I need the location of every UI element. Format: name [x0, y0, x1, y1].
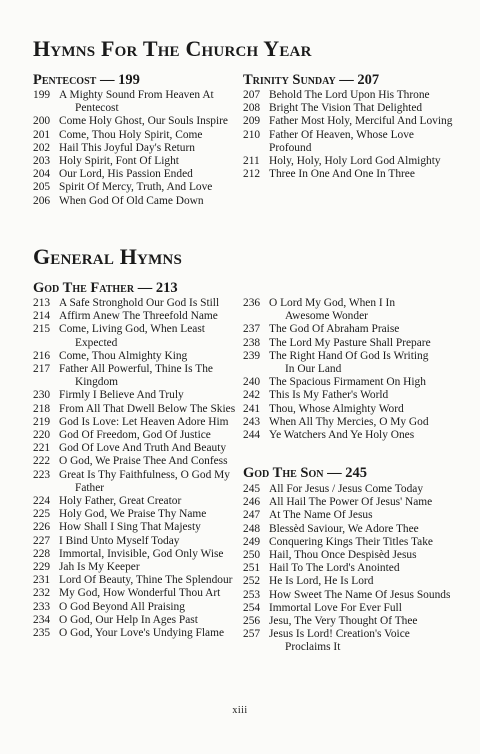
hymn-title — [59, 389, 238, 402]
hymn-entry — [33, 89, 238, 115]
hymn-title-line: Holy Spirit, Font Of Light — [59, 155, 179, 168]
hymn-number: 240 — [243, 376, 261, 389]
hymn-number: 241 — [243, 402, 261, 415]
hymn-title-line: Jesus Is Lord! Creation's Voice — [269, 628, 410, 641]
hymn-title — [59, 350, 238, 363]
hymn-number: 247 — [243, 509, 261, 522]
hymn-entry — [243, 628, 458, 654]
hymn-number: 244 — [243, 429, 261, 442]
hymn-number: 237 — [243, 323, 261, 336]
god-the-son-heading: God The Son — 245 — [243, 465, 367, 481]
hymn-title — [59, 403, 238, 416]
hymn-title-line: At The Name Of Jesus — [269, 509, 373, 522]
hymn-title-line: Come, Thou Holy Spirit, Come — [59, 128, 203, 141]
hymn-entry — [33, 195, 238, 208]
hymn-entry — [243, 129, 458, 155]
hymn-title-line: How Shall I Sing That Majesty — [59, 521, 201, 534]
hymn-entry — [33, 310, 238, 323]
hymn-entry — [243, 615, 458, 628]
hymn-title — [269, 429, 458, 442]
hymn-number: 220 — [33, 429, 51, 442]
hymn-title-line: Father Most Holy, Merciful And Loving — [269, 115, 453, 128]
hymn-number: 221 — [33, 442, 51, 455]
hymn-title — [269, 628, 458, 654]
hymn-entry — [33, 142, 238, 155]
hymn-number: 232 — [33, 587, 51, 600]
hymn-title-line: Conquering Kings Their Titles Take — [269, 535, 433, 548]
hymn-title-line: Spirit Of Mercy, Truth, And Love — [59, 181, 213, 194]
hymn-entry — [33, 627, 238, 640]
hymn-number: 199 — [33, 89, 51, 101]
hymn-entry — [33, 350, 238, 363]
hymn-title-line: Come, Thou Almighty King — [59, 349, 188, 362]
hymn-title — [269, 403, 458, 416]
hymn-entry — [243, 89, 458, 102]
hymn-title-line: My God, How Wonderful Thou Art — [59, 587, 221, 600]
hymn-number: 227 — [33, 534, 51, 547]
hymn-title-line: O God Beyond All Praising — [59, 600, 185, 613]
hymn-title — [59, 195, 238, 208]
hymn-entry — [243, 562, 458, 575]
hymn-entry — [33, 403, 238, 416]
hymn-title-line: He Is Lord, He Is Lord — [269, 575, 374, 588]
hymn-entry — [243, 102, 458, 115]
hymn-title-line: Firmly I Believe And Truly — [59, 389, 184, 402]
hymn-number: 212 — [243, 168, 261, 181]
hymn-number: 248 — [243, 522, 261, 535]
hymn-number: 253 — [243, 588, 261, 601]
hymn-title-line: The God Of Abraham Praise — [269, 323, 400, 336]
page-number: xiii — [232, 705, 248, 716]
hymn-title-line: Immortal, Invisible, God Only Wise — [59, 547, 224, 560]
hymn-entry — [243, 115, 458, 128]
hymn-title — [269, 337, 458, 350]
hymn-number: 215 — [33, 323, 51, 336]
hymn-entry — [243, 323, 458, 336]
hymn-title — [59, 521, 238, 534]
hymn-title-line: This Is My Father's World — [269, 389, 389, 402]
hymn-number: 219 — [33, 415, 51, 428]
hymn-title — [59, 363, 238, 389]
hymn-title — [269, 562, 458, 575]
hymn-entry — [33, 416, 238, 429]
hymn-title-line: Come, Living God, When Least — [59, 323, 205, 336]
hymn-title — [59, 429, 238, 442]
hymn-entry — [243, 297, 458, 323]
hymn-title-line: Ye Watchers And Ye Holy Ones — [269, 429, 415, 442]
hymn-entry — [33, 535, 238, 548]
hymn-entry — [33, 389, 238, 402]
hymn-title-line: Jah Is My Keeper — [59, 561, 140, 574]
hymn-number: 245 — [243, 483, 261, 495]
hymn-title — [269, 615, 458, 628]
hymn-entry — [33, 323, 238, 349]
hymn-title — [59, 181, 238, 194]
hymn-title — [269, 589, 458, 602]
hymn-number: 246 — [243, 496, 261, 509]
hymn-title — [59, 601, 238, 614]
hymn-number: 233 — [33, 600, 51, 613]
hymn-entry — [243, 429, 458, 442]
hymn-title — [59, 535, 238, 548]
hymn-title — [59, 574, 238, 587]
hymn-title — [269, 115, 458, 128]
church-year-heading: Hymns For The Church Year — [33, 36, 312, 61]
hymn-number: 224 — [33, 495, 51, 508]
hymn-title-continuation: Awesome Wonder — [285, 310, 368, 323]
god-the-father-heading: God The Father — 213 — [33, 280, 178, 296]
hymn-title — [269, 297, 458, 323]
hymn-number: 225 — [33, 508, 51, 521]
hymn-entry — [243, 496, 458, 509]
hymn-number: 243 — [243, 415, 261, 428]
hymn-entry — [33, 508, 238, 521]
hymn-number: 252 — [243, 575, 261, 588]
hymn-entry — [243, 602, 458, 615]
hymn-number: 228 — [33, 547, 51, 560]
hymn-title — [59, 115, 238, 128]
hymn-number: 214 — [33, 310, 51, 323]
hymn-title — [269, 509, 458, 522]
trinity-sunday-heading: Trinity Sunday — 207 — [243, 72, 380, 88]
hymn-title-line: All Hail The Power Of Jesus' Name — [269, 496, 433, 509]
hymn-title — [269, 389, 458, 402]
hymn-title-line: Come Holy Ghost, Our Souls Inspire — [59, 115, 228, 128]
hymn-entry — [33, 455, 238, 468]
hymn-title — [59, 587, 238, 600]
hymn-number: 239 — [243, 349, 261, 362]
hymn-title-line: When All Thy Mercies, O My God — [269, 415, 429, 428]
hymn-title-line: God Is Love: Let Heaven Adore Him — [59, 415, 229, 428]
hymn-title-line: Hail This Joyful Day's Return — [59, 141, 195, 154]
hymn-title-line: The Lord My Pasture Shall Prepare — [269, 336, 431, 349]
hymn-title — [269, 549, 458, 562]
hymn-title — [59, 89, 238, 115]
hymn-title-line: Holy God, We Praise Thy Name — [59, 508, 207, 521]
hymn-number: 235 — [33, 627, 51, 640]
hymn-title — [269, 483, 458, 496]
hymn-number: 200 — [33, 115, 51, 128]
hymn-number: 231 — [33, 574, 51, 587]
hymn-entry — [243, 403, 458, 416]
hymn-title — [269, 523, 458, 536]
hymn-title-line: When God Of Old Came Down — [59, 194, 204, 207]
hymn-entry — [243, 350, 458, 376]
hymn-number: 217 — [33, 363, 51, 376]
general-hymns-heading: General Hymns — [33, 244, 183, 269]
hymn-title-continuation: Proclaims It — [285, 641, 341, 654]
hymn-title-line: God Of Love And Truth And Beauty — [59, 442, 227, 455]
hymn-title — [59, 416, 238, 429]
hymn-entry — [33, 587, 238, 600]
hymn-title-line: The Spacious Firmament On High — [269, 376, 426, 389]
hymn-title-line: Affirm Anew The Threefold Name — [59, 310, 218, 323]
hymn-title — [59, 561, 238, 574]
hymn-number: 230 — [33, 389, 51, 402]
hymn-number: 206 — [33, 194, 51, 207]
hymn-entry — [243, 523, 458, 536]
hymn-entry — [33, 115, 238, 128]
hymn-number: 218 — [33, 402, 51, 415]
hymn-title — [59, 442, 238, 455]
hymn-entry — [243, 549, 458, 562]
hymn-title — [269, 575, 458, 588]
hymn-title-line: Lord Of Beauty, Thine The Splendour — [59, 574, 233, 587]
hymn-title — [269, 350, 458, 376]
hymn-number: 251 — [243, 562, 261, 575]
hymn-entry — [33, 574, 238, 587]
hymn-number: 207 — [243, 89, 261, 101]
hymn-title-line: Blessèd Saviour, We Adore Thee — [269, 522, 419, 535]
hymn-entry — [243, 589, 458, 602]
hymn-entry — [33, 429, 238, 442]
hymn-number: 216 — [33, 349, 51, 362]
hymn-title-line: Hail, Thou Once Despisèd Jesus — [269, 549, 417, 562]
hymn-title-line: O Lord My God, When I In — [269, 297, 396, 309]
hymn-title-line: I Bind Unto Myself Today — [59, 534, 180, 547]
hymn-title-line: Three In One And One In Three — [269, 168, 415, 181]
hymn-title — [59, 142, 238, 155]
hymn-entry — [243, 389, 458, 402]
hymn-number: 223 — [33, 468, 51, 481]
trinity-hymn-list — [243, 89, 458, 181]
hymn-number: 238 — [243, 336, 261, 349]
hymn-title-line: Holy Father, Great Creator — [59, 495, 182, 508]
hymn-number: 249 — [243, 535, 261, 548]
pentecost-hymn-list — [33, 89, 238, 208]
hymn-title — [269, 416, 458, 429]
hymn-number: 201 — [33, 128, 51, 141]
hymn-title — [59, 129, 238, 142]
hymn-entry — [33, 442, 238, 455]
hymn-title-line: Thou, Whose Almighty Word — [269, 402, 404, 415]
hymn-number: 234 — [33, 613, 51, 626]
hymn-title — [59, 297, 238, 310]
hymn-title-line: A Safe Stronghold Our God Is Still — [59, 297, 220, 309]
hymn-number: 250 — [243, 549, 261, 562]
hymn-title — [269, 323, 458, 336]
hymn-number: 242 — [243, 389, 261, 402]
hymn-title-continuation: In Our Land — [285, 363, 342, 376]
hymn-title — [59, 310, 238, 323]
hymn-entry — [243, 168, 458, 181]
hymn-title — [269, 496, 458, 509]
hymn-title — [59, 548, 238, 561]
hymn-entry — [33, 614, 238, 627]
hymn-title-continuation: Father — [75, 481, 105, 494]
hymn-number: 226 — [33, 521, 51, 534]
hymn-title — [59, 155, 238, 168]
hymn-entry — [33, 521, 238, 534]
hymn-title — [269, 376, 458, 389]
hymn-title-line: Behold The Lord Upon His Throne — [269, 89, 430, 101]
hymn-entry — [243, 155, 458, 168]
hymn-title — [59, 469, 238, 495]
hymn-title-line: O God, Your Love's Undying Flame — [59, 627, 225, 640]
hymn-title — [59, 495, 238, 508]
hymn-title-line: Father Of Heaven, Whose Love Profound — [269, 128, 414, 154]
hymn-entry — [33, 129, 238, 142]
hymn-number: 204 — [33, 168, 51, 181]
hymn-number: 208 — [243, 102, 261, 115]
hymn-number: 257 — [243, 628, 261, 641]
hymn-number: 203 — [33, 155, 51, 168]
hymn-title-continuation: Expected — [75, 336, 118, 349]
hymn-title — [269, 536, 458, 549]
god-the-father-hymn-list-continued — [243, 297, 458, 442]
hymn-entry — [33, 363, 238, 389]
hymn-title — [269, 129, 458, 155]
hymn-title-continuation: Kingdom — [75, 376, 119, 389]
hymn-title — [269, 155, 458, 168]
hymn-entry — [243, 337, 458, 350]
hymn-entry — [33, 181, 238, 194]
hymn-entry — [243, 509, 458, 522]
hymn-number: 256 — [243, 615, 261, 628]
hymn-title-line: Immortal Love For Ever Full — [269, 601, 402, 614]
hymn-title — [59, 455, 238, 468]
hymn-title-line: God Of Freedom, God Of Justice — [59, 429, 211, 442]
hymn-title-line: O God, Our Help In Ages Past — [59, 613, 198, 626]
hymn-entry — [243, 483, 458, 496]
hymn-number: 229 — [33, 561, 51, 574]
hymn-entry — [243, 376, 458, 389]
hymn-number: 202 — [33, 141, 51, 154]
hymn-entry — [33, 469, 238, 495]
hymn-number: 209 — [243, 115, 261, 128]
hymn-entry — [33, 601, 238, 614]
hymn-entry — [33, 495, 238, 508]
hymn-title — [59, 323, 238, 349]
hymn-entry — [243, 536, 458, 549]
hymn-number: 254 — [243, 601, 261, 614]
god-the-son-hymn-list — [243, 483, 458, 655]
hymn-number: 222 — [33, 455, 51, 468]
hymn-title — [59, 627, 238, 640]
hymn-title-line: Our Lord, His Passion Ended — [59, 168, 193, 181]
hymn-entry — [243, 575, 458, 588]
hymn-title — [59, 168, 238, 181]
hymn-title-line: Great Is Thy Faithfulness, O God My — [59, 468, 230, 481]
hymn-entry — [33, 561, 238, 574]
hymn-entry — [33, 297, 238, 310]
hymn-title-continuation: Pentecost — [75, 102, 119, 115]
hymn-title-line: A Mighty Sound From Heaven At — [59, 89, 214, 101]
hymn-title-line: O God, We Praise Thee And Confess — [59, 455, 228, 468]
hymn-entry — [243, 416, 458, 429]
hymn-number: 213 — [33, 297, 51, 309]
hymn-number: 211 — [243, 155, 260, 168]
hymn-title-line: Father All Powerful, Thine Is The — [59, 363, 213, 376]
hymn-title-line: Hail To The Lord's Anointed — [269, 562, 400, 575]
hymn-entry — [33, 155, 238, 168]
hymn-title-line: The Right Hand Of God Is Writing — [269, 349, 429, 362]
hymn-title-line: Bright The Vision That Delighted — [269, 102, 423, 115]
pentecost-heading: Pentecost — 199 — [33, 72, 140, 88]
god-the-father-hymn-list — [33, 297, 238, 640]
hymn-title — [269, 89, 458, 102]
hymn-title — [269, 602, 458, 615]
hymn-title-line: Jesu, The Very Thought Of Thee — [269, 615, 418, 628]
hymn-entry — [33, 168, 238, 181]
hymn-title — [269, 168, 458, 181]
hymn-number: 236 — [243, 297, 261, 309]
hymn-title — [59, 614, 238, 627]
hymn-entry — [33, 548, 238, 561]
hymn-title-line: All For Jesus / Jesus Come Today — [269, 483, 424, 495]
hymn-title-line: From All That Dwell Below The Skies — [59, 402, 236, 415]
hymn-title — [269, 102, 458, 115]
hymn-number: 205 — [33, 181, 51, 194]
hymn-title — [59, 508, 238, 521]
hymn-number: 210 — [243, 128, 261, 141]
hymn-title-line: How Sweet The Name Of Jesus Sounds — [269, 588, 451, 601]
hymn-title-line: Holy, Holy, Holy Lord God Almighty — [269, 155, 441, 168]
